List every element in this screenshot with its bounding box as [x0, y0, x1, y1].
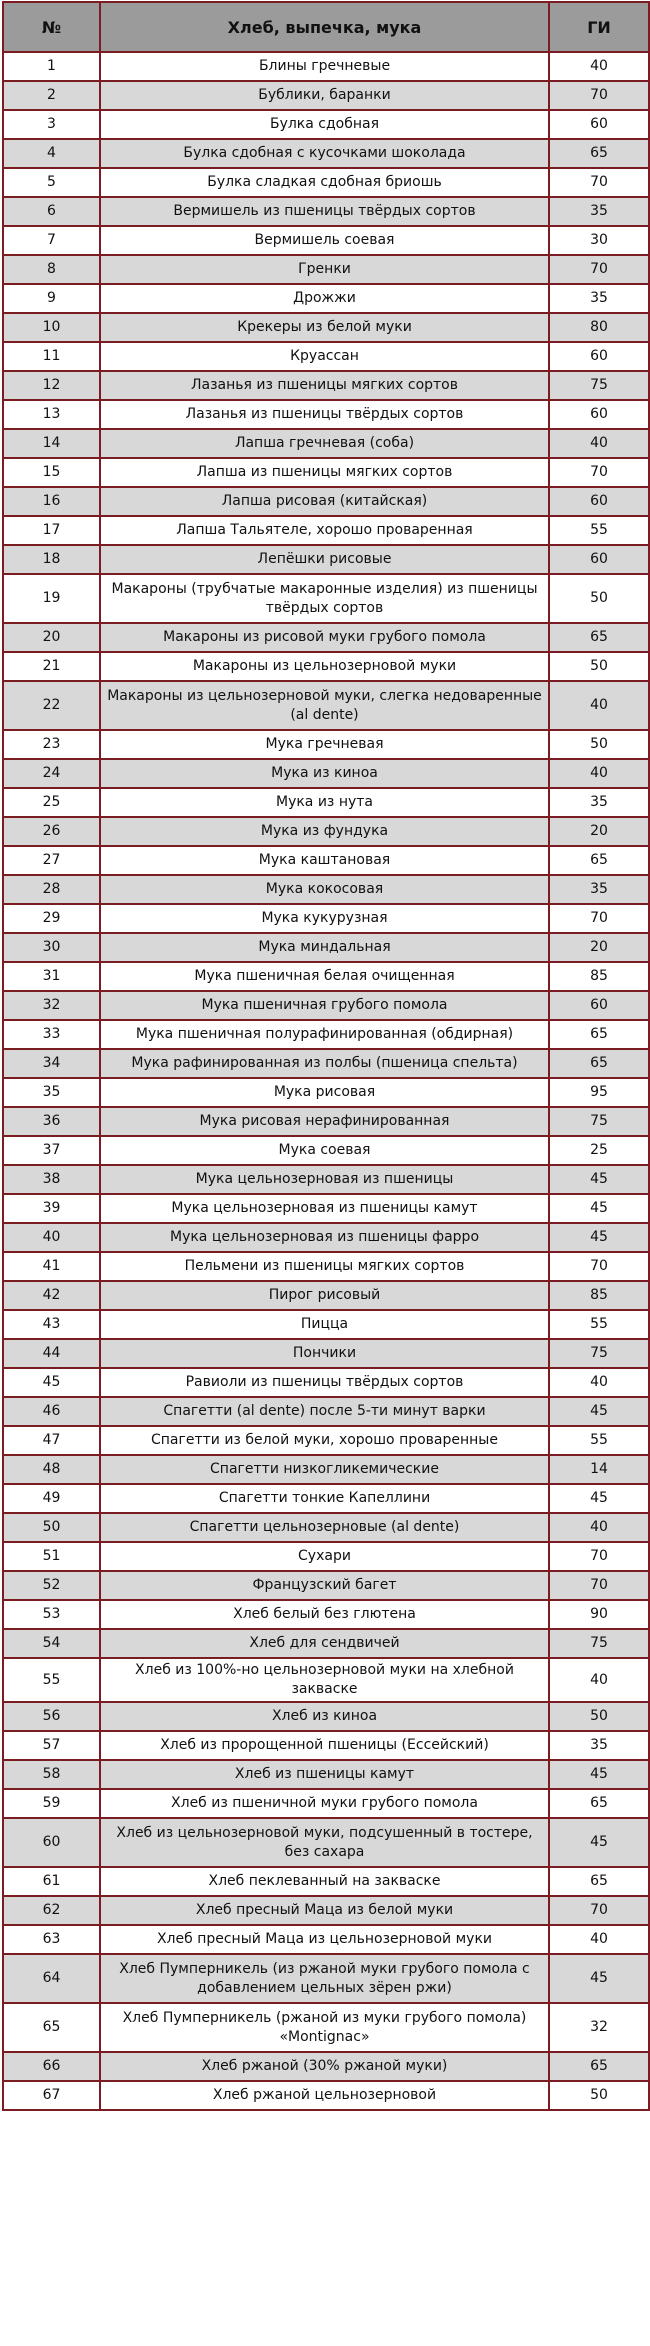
table-row — [3, 400, 649, 429]
row-product-name: Спагетти цельнозерновые (al dente) — [100, 1513, 549, 1542]
table-row — [3, 1760, 649, 1789]
row-product-name: Хлеб пресный Маца из цельнозерновой муки — [100, 1925, 549, 1954]
row-number: 3 — [3, 110, 100, 139]
row-number: 59 — [3, 1789, 100, 1818]
table-row — [3, 52, 649, 81]
row-number: 65 — [3, 2003, 100, 2052]
row-glycemic-index: 45 — [549, 1760, 649, 1789]
row-product-name: Мука пшеничная белая очищенная — [100, 962, 549, 991]
table-header — [3, 2, 649, 52]
row-product-name: Булка сдобная — [100, 110, 549, 139]
row-glycemic-index: 40 — [549, 429, 649, 458]
row-number: 49 — [3, 1484, 100, 1513]
row-number: 55 — [3, 1658, 100, 1702]
table-row — [3, 516, 649, 545]
row-number: 43 — [3, 1310, 100, 1339]
row-number: 18 — [3, 545, 100, 574]
row-product-name: Макароны (трубчатые макаронные изделия) из пшеницы твёрдых сортов — [100, 574, 549, 623]
row-product-name: Пельмени из пшеницы мягких сортов — [100, 1252, 549, 1281]
row-number: 42 — [3, 1281, 100, 1310]
row-glycemic-index: 45 — [549, 1484, 649, 1513]
row-glycemic-index: 65 — [549, 139, 649, 168]
row-glycemic-index: 30 — [549, 226, 649, 255]
row-product-name: Хлеб для сендвичей — [100, 1629, 549, 1658]
row-glycemic-index: 65 — [549, 1049, 649, 1078]
row-product-name: Сухари — [100, 1542, 549, 1571]
row-number: 25 — [3, 788, 100, 817]
table-row — [3, 487, 649, 516]
row-product-name: Хлеб из пророщенной пшеницы (Ессейский) — [100, 1731, 549, 1760]
table-row — [3, 1426, 649, 1455]
table-row — [3, 1629, 649, 1658]
row-product-name: Мука из нута — [100, 788, 549, 817]
table-row — [3, 255, 649, 284]
row-glycemic-index: 70 — [549, 1571, 649, 1600]
row-number: 37 — [3, 1136, 100, 1165]
row-product-name: Хлеб Пумперникель (из ржаной муки грубого помола с добавлением цельных зёрен ржи) — [100, 1954, 549, 2003]
row-number: 29 — [3, 904, 100, 933]
row-glycemic-index: 40 — [549, 52, 649, 81]
row-number: 41 — [3, 1252, 100, 1281]
row-glycemic-index: 40 — [549, 1658, 649, 1702]
table-row — [3, 1049, 649, 1078]
row-product-name: Хлеб Пумперникель (ржаной из муки грубого помола) «Montignac» — [100, 2003, 549, 2052]
table-row — [3, 875, 649, 904]
row-number: 24 — [3, 759, 100, 788]
row-number: 20 — [3, 623, 100, 652]
row-glycemic-index: 80 — [549, 313, 649, 342]
row-product-name: Хлеб ржаной цельнозерновой — [100, 2081, 549, 2110]
row-product-name: Гренки — [100, 255, 549, 284]
row-number: 14 — [3, 429, 100, 458]
table-row — [3, 817, 649, 846]
row-glycemic-index: 65 — [549, 1789, 649, 1818]
row-number: 1 — [3, 52, 100, 81]
table-row — [3, 545, 649, 574]
row-product-name: Мука рисовая нерафинированная — [100, 1107, 549, 1136]
table-row — [3, 1310, 649, 1339]
row-glycemic-index: 35 — [549, 788, 649, 817]
table-row — [3, 458, 649, 487]
row-number: 7 — [3, 226, 100, 255]
row-number: 36 — [3, 1107, 100, 1136]
row-number: 31 — [3, 962, 100, 991]
row-number: 9 — [3, 284, 100, 313]
row-glycemic-index: 32 — [549, 2003, 649, 2052]
row-number: 17 — [3, 516, 100, 545]
row-glycemic-index: 50 — [549, 2081, 649, 2110]
row-number: 21 — [3, 652, 100, 681]
row-glycemic-index: 65 — [549, 1020, 649, 1049]
row-product-name: Мука пшеничная грубого помола — [100, 991, 549, 1020]
row-product-name: Равиоли из пшеницы твёрдых сортов — [100, 1368, 549, 1397]
table-row — [3, 681, 649, 730]
table-row — [3, 1867, 649, 1896]
table-row — [3, 313, 649, 342]
table-row — [3, 991, 649, 1020]
row-product-name: Макароны из цельнозерновой муки, слегка недоваренные (al dente) — [100, 681, 549, 730]
row-glycemic-index: 60 — [549, 400, 649, 429]
table-row — [3, 1252, 649, 1281]
table-row — [3, 1789, 649, 1818]
row-glycemic-index: 20 — [549, 817, 649, 846]
row-product-name: Хлеб из пшеницы камут — [100, 1760, 549, 1789]
row-glycemic-index: 75 — [549, 1107, 649, 1136]
table-row — [3, 904, 649, 933]
row-number: 44 — [3, 1339, 100, 1368]
table-row — [3, 1513, 649, 1542]
row-glycemic-index: 60 — [549, 545, 649, 574]
row-number: 6 — [3, 197, 100, 226]
table-row — [3, 1223, 649, 1252]
table-row — [3, 1484, 649, 1513]
row-product-name: Дрожжи — [100, 284, 549, 313]
row-glycemic-index: 35 — [549, 1731, 649, 1760]
row-glycemic-index: 55 — [549, 1310, 649, 1339]
row-number: 4 — [3, 139, 100, 168]
row-glycemic-index: 45 — [549, 1954, 649, 2003]
table-row — [3, 1896, 649, 1925]
row-product-name: Булка сдобная с кусочками шоколада — [100, 139, 549, 168]
row-number: 32 — [3, 991, 100, 1020]
row-number: 56 — [3, 1702, 100, 1731]
row-product-name: Мука рисовая — [100, 1078, 549, 1107]
table-row — [3, 730, 649, 759]
table-row — [3, 1136, 649, 1165]
row-product-name: Пончики — [100, 1339, 549, 1368]
row-number: 57 — [3, 1731, 100, 1760]
row-product-name: Макароны из рисовой муки грубого помола — [100, 623, 549, 652]
table-row — [3, 1658, 649, 1702]
row-glycemic-index: 75 — [549, 1629, 649, 1658]
table-row — [3, 1339, 649, 1368]
row-number: 27 — [3, 846, 100, 875]
row-glycemic-index: 65 — [549, 1867, 649, 1896]
row-product-name: Лазанья из пшеницы мягких сортов — [100, 371, 549, 400]
glycemic-index-table — [2, 1, 650, 2111]
row-product-name: Хлеб из пшеничной муки грубого помола — [100, 1789, 549, 1818]
row-product-name: Мука цельнозерновая из пшеницы — [100, 1165, 549, 1194]
row-product-name: Блины гречневые — [100, 52, 549, 81]
table-row — [3, 962, 649, 991]
row-number: 13 — [3, 400, 100, 429]
row-glycemic-index: 90 — [549, 1600, 649, 1629]
row-product-name: Вермишель из пшеницы твёрдых сортов — [100, 197, 549, 226]
row-product-name: Мука миндальная — [100, 933, 549, 962]
row-number: 35 — [3, 1078, 100, 1107]
header-number: № — [3, 2, 100, 52]
table-row — [3, 342, 649, 371]
row-glycemic-index: 40 — [549, 759, 649, 788]
row-glycemic-index: 45 — [549, 1194, 649, 1223]
row-number: 53 — [3, 1600, 100, 1629]
row-product-name: Мука каштановая — [100, 846, 549, 875]
table-row — [3, 2003, 649, 2052]
row-product-name: Бублики, баранки — [100, 81, 549, 110]
row-number: 48 — [3, 1455, 100, 1484]
row-glycemic-index: 70 — [549, 1542, 649, 1571]
table-row — [3, 933, 649, 962]
table-row — [3, 1194, 649, 1223]
row-glycemic-index: 60 — [549, 110, 649, 139]
row-number: 2 — [3, 81, 100, 110]
row-number: 54 — [3, 1629, 100, 1658]
row-number: 15 — [3, 458, 100, 487]
table-row — [3, 2081, 649, 2110]
table-body — [3, 52, 649, 2110]
row-number: 39 — [3, 1194, 100, 1223]
row-product-name: Хлеб белый без глютена — [100, 1600, 549, 1629]
row-number: 51 — [3, 1542, 100, 1571]
row-product-name: Вермишель соевая — [100, 226, 549, 255]
row-product-name: Пирог рисовый — [100, 1281, 549, 1310]
row-glycemic-index: 14 — [549, 1455, 649, 1484]
row-number: 58 — [3, 1760, 100, 1789]
row-number: 45 — [3, 1368, 100, 1397]
row-number: 63 — [3, 1925, 100, 1954]
row-number: 5 — [3, 168, 100, 197]
table-row — [3, 1954, 649, 2003]
row-product-name: Спагетти (al dente) после 5-ти минут варки — [100, 1397, 549, 1426]
row-glycemic-index: 95 — [549, 1078, 649, 1107]
row-product-name: Лазанья из пшеницы твёрдых сортов — [100, 400, 549, 429]
row-product-name: Спагетти низкогликемические — [100, 1455, 549, 1484]
row-glycemic-index: 85 — [549, 962, 649, 991]
row-number: 50 — [3, 1513, 100, 1542]
row-product-name: Мука пшеничная полурафинированная (обдирная) — [100, 1020, 549, 1049]
row-product-name: Хлеб ржаной (30% ржаной муки) — [100, 2052, 549, 2081]
row-glycemic-index: 45 — [549, 1397, 649, 1426]
row-glycemic-index: 70 — [549, 255, 649, 284]
row-product-name: Лапша гречневая (соба) — [100, 429, 549, 458]
table-row — [3, 1281, 649, 1310]
row-number: 64 — [3, 1954, 100, 2003]
table-row — [3, 1107, 649, 1136]
row-number: 38 — [3, 1165, 100, 1194]
table-row — [3, 1397, 649, 1426]
table-row — [3, 2052, 649, 2081]
row-glycemic-index: 40 — [549, 1368, 649, 1397]
header-product-name: Хлеб, выпечка, мука — [100, 2, 549, 52]
row-number: 23 — [3, 730, 100, 759]
row-glycemic-index: 70 — [549, 168, 649, 197]
table-row — [3, 1818, 649, 1867]
header-glycemic-index: ГИ — [549, 2, 649, 52]
row-glycemic-index: 75 — [549, 1339, 649, 1368]
row-product-name: Мука рафинированная из полбы (пшеница спельта) — [100, 1049, 549, 1078]
row-glycemic-index: 65 — [549, 2052, 649, 2081]
row-glycemic-index: 60 — [549, 487, 649, 516]
row-product-name: Мука из киноа — [100, 759, 549, 788]
row-number: 8 — [3, 255, 100, 284]
table-row — [3, 139, 649, 168]
row-product-name: Булка сладкая сдобная бриошь — [100, 168, 549, 197]
row-product-name: Хлеб пресный Маца из белой муки — [100, 1896, 549, 1925]
row-number: 61 — [3, 1867, 100, 1896]
table-row — [3, 226, 649, 255]
row-number: 11 — [3, 342, 100, 371]
row-glycemic-index: 65 — [549, 623, 649, 652]
table-row — [3, 1455, 649, 1484]
row-number: 22 — [3, 681, 100, 730]
table-row — [3, 168, 649, 197]
table-row — [3, 574, 649, 623]
table-row — [3, 846, 649, 875]
row-product-name: Мука цельнозерновая из пшеницы камут — [100, 1194, 549, 1223]
table-row — [3, 1571, 649, 1600]
table-row — [3, 652, 649, 681]
table-row — [3, 623, 649, 652]
table-row — [3, 1368, 649, 1397]
row-product-name: Крекеры из белой муки — [100, 313, 549, 342]
row-glycemic-index: 20 — [549, 933, 649, 962]
row-glycemic-index: 50 — [549, 652, 649, 681]
row-glycemic-index: 50 — [549, 1702, 649, 1731]
row-glycemic-index: 70 — [549, 1252, 649, 1281]
row-product-name: Спагетти тонкие Капеллини — [100, 1484, 549, 1513]
row-glycemic-index: 85 — [549, 1281, 649, 1310]
row-glycemic-index: 40 — [549, 681, 649, 730]
table-row — [3, 1702, 649, 1731]
table-row — [3, 110, 649, 139]
row-number: 34 — [3, 1049, 100, 1078]
row-glycemic-index: 35 — [549, 197, 649, 226]
row-product-name: Мука гречневая — [100, 730, 549, 759]
row-number: 30 — [3, 933, 100, 962]
row-glycemic-index: 60 — [549, 342, 649, 371]
row-glycemic-index: 60 — [549, 991, 649, 1020]
table-row — [3, 788, 649, 817]
row-glycemic-index: 70 — [549, 904, 649, 933]
row-product-name: Хлеб из цельнозерновой муки, подсушенный в тостере, без сахара — [100, 1818, 549, 1867]
row-product-name: Хлеб пеклеванный на закваске — [100, 1867, 549, 1896]
table-row — [3, 81, 649, 110]
row-glycemic-index: 70 — [549, 458, 649, 487]
row-number: 62 — [3, 1896, 100, 1925]
row-number: 33 — [3, 1020, 100, 1049]
row-glycemic-index: 25 — [549, 1136, 649, 1165]
row-glycemic-index: 75 — [549, 371, 649, 400]
table-row — [3, 1165, 649, 1194]
row-number: 46 — [3, 1397, 100, 1426]
row-glycemic-index: 55 — [549, 1426, 649, 1455]
row-glycemic-index: 35 — [549, 875, 649, 904]
row-product-name: Спагетти из белой муки, хорошо проваренные — [100, 1426, 549, 1455]
row-product-name: Хлеб из 100%-но цельнозерновой муки на хлебной закваске — [100, 1658, 549, 1702]
row-product-name: Мука кокосовая — [100, 875, 549, 904]
row-glycemic-index: 65 — [549, 846, 649, 875]
row-glycemic-index: 40 — [549, 1925, 649, 1954]
row-number: 28 — [3, 875, 100, 904]
table-row — [3, 371, 649, 400]
row-glycemic-index: 40 — [549, 1513, 649, 1542]
table-row — [3, 759, 649, 788]
row-product-name: Лепёшки рисовые — [100, 545, 549, 574]
row-number: 19 — [3, 574, 100, 623]
row-product-name: Лапша Тальятеле, хорошо проваренная — [100, 516, 549, 545]
table-row — [3, 197, 649, 226]
header-row — [3, 2, 649, 52]
row-glycemic-index: 50 — [549, 574, 649, 623]
row-number: 60 — [3, 1818, 100, 1867]
row-glycemic-index: 35 — [549, 284, 649, 313]
row-number: 52 — [3, 1571, 100, 1600]
row-product-name: Лапша из пшеницы мягких сортов — [100, 458, 549, 487]
row-glycemic-index: 70 — [549, 1896, 649, 1925]
row-number: 16 — [3, 487, 100, 516]
row-number: 67 — [3, 2081, 100, 2110]
table-row — [3, 1542, 649, 1571]
row-product-name: Мука соевая — [100, 1136, 549, 1165]
row-glycemic-index: 55 — [549, 516, 649, 545]
row-number: 26 — [3, 817, 100, 846]
table-row — [3, 284, 649, 313]
table-row — [3, 1600, 649, 1629]
row-number: 40 — [3, 1223, 100, 1252]
row-glycemic-index: 50 — [549, 730, 649, 759]
table-row — [3, 1078, 649, 1107]
row-glycemic-index: 70 — [549, 81, 649, 110]
row-glycemic-index: 45 — [549, 1165, 649, 1194]
row-product-name: Круассан — [100, 342, 549, 371]
row-number: 66 — [3, 2052, 100, 2081]
table-row — [3, 1020, 649, 1049]
table-row — [3, 1925, 649, 1954]
row-product-name: Мука цельнозерновая из пшеницы фарро — [100, 1223, 549, 1252]
table-row — [3, 429, 649, 458]
row-product-name: Пицца — [100, 1310, 549, 1339]
row-product-name: Мука из фундука — [100, 817, 549, 846]
row-product-name: Хлеб из киноа — [100, 1702, 549, 1731]
row-product-name: Французский багет — [100, 1571, 549, 1600]
row-product-name: Макароны из цельнозерновой муки — [100, 652, 549, 681]
row-number: 10 — [3, 313, 100, 342]
row-number: 12 — [3, 371, 100, 400]
row-product-name: Мука кукурузная — [100, 904, 549, 933]
row-glycemic-index: 45 — [549, 1818, 649, 1867]
table-row — [3, 1731, 649, 1760]
row-number: 47 — [3, 1426, 100, 1455]
row-product-name: Лапша рисовая (китайская) — [100, 487, 549, 516]
row-glycemic-index: 45 — [549, 1223, 649, 1252]
